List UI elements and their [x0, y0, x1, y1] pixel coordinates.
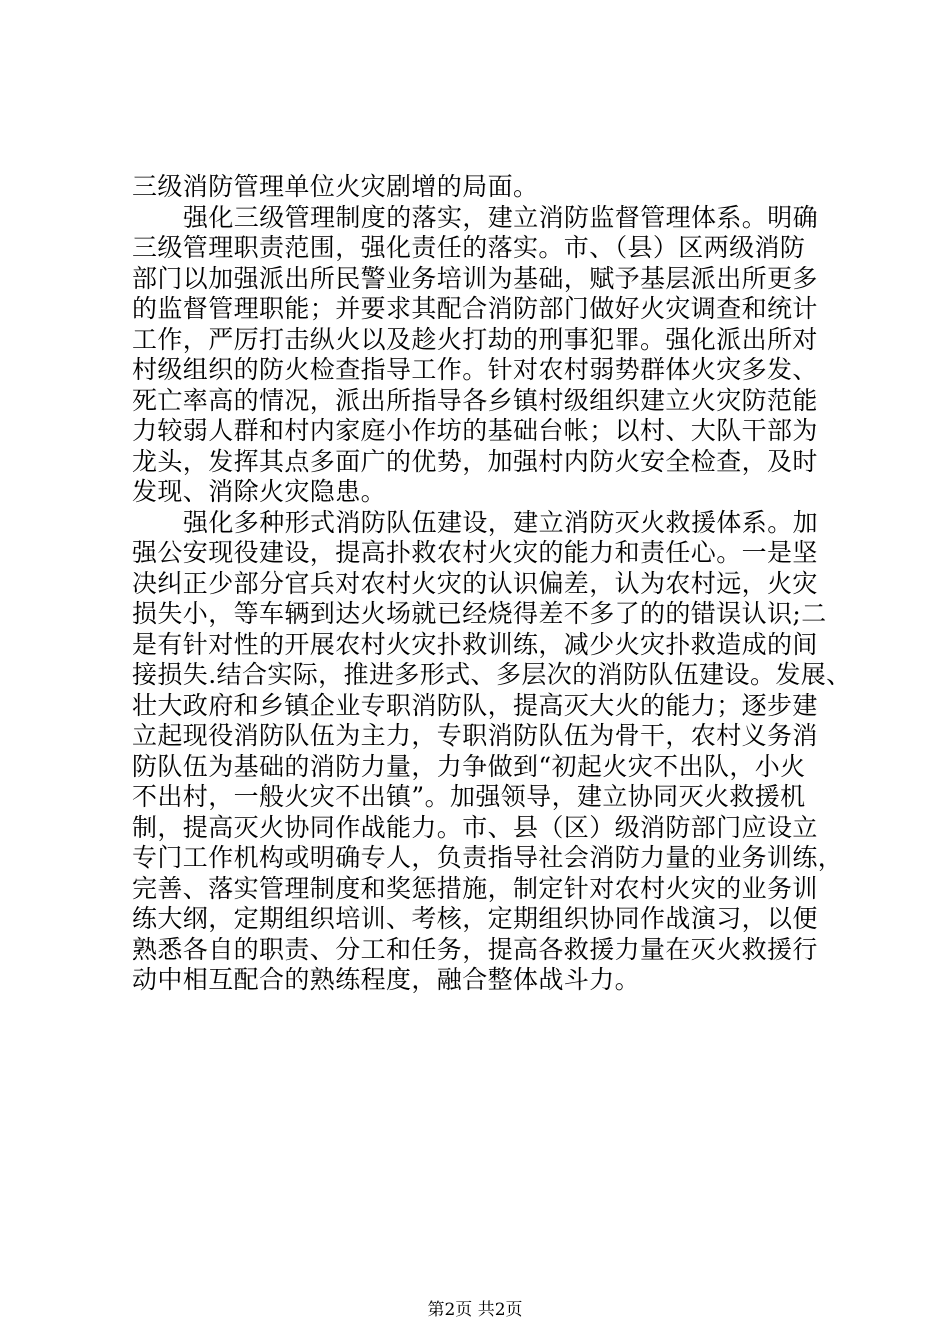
text-line: 完善、落实管理制度和奖惩措施，制定针对农村火灾的业务训 [132, 873, 818, 903]
paragraph [132, 507, 852, 996]
paragraph [132, 172, 832, 203]
text-line: 决纠正少部分官兵对农村火灾的认识偏差，认为农村远，火灾 [132, 568, 818, 598]
page-footer: 第2页 共2页 [427, 1300, 523, 1320]
text-line: 不出村，一般火灾不出镇”。加强领导，建立协同灭火救援机 [132, 782, 806, 811]
text-line: 发现、消除火灾隐患。 [132, 477, 387, 506]
text-line: 强化三级管理制度的落实，建立消防监督管理体系。明确 [183, 202, 819, 232]
text-line: 的监督管理职能；并要求其配合消防部门做好火灾调查和统计 [132, 294, 818, 323]
text-line: 防队伍为基础的消防力量，力争做到“初起火灾不出队，小火 [132, 751, 806, 781]
text-line: 接损失.结合实际，推进多形式、多层次的消防队伍建设。发展、 [132, 660, 852, 689]
text-line: 是有针对性的开展农村火灾扑救训练，减少火灾扑救造成的间 [132, 629, 818, 659]
text-line: 强公安现役建设，提高扑救农村火灾的能力和责任心。一是坚 [132, 538, 818, 567]
paragraph [132, 203, 832, 508]
text-line: 强化多种形式消防队伍建设，建立消防灭火救援体系。加 [183, 507, 819, 537]
text-line: 动中相互配合的熟练程度，融合整体战斗力。 [132, 965, 641, 994]
text-line: 熟悉各自的职责、分工和任务，提高各救援力量在灭火救援行 [132, 934, 818, 964]
text-line: 损失小，等车辆到达火场就已经烧得差不多了的的错误认识;二 [132, 599, 827, 628]
text-line: 制，提高灭火协同作战能力。市、县（区）级消防部门应设立 [132, 812, 818, 842]
text-line: 专门工作机构或明确专人，负责指导社会消防力量的业务训练， [132, 843, 844, 872]
text-line: 工作，严厉打击纵火以及趁火打劫的刑事犯罪。强化派出所对 [132, 324, 818, 354]
text-line: 练大纲，定期组织培训、考核，定期组织协同作战演习，以便 [132, 904, 818, 933]
text-line: 死亡率高的情况，派出所指导各乡镇村级组织建立火灾防范能 [132, 385, 818, 415]
text-line: 立起现役消防队伍为主力，专职消防队伍为骨干，农村义务消 [132, 721, 818, 750]
text-line: 三级消防管理单位火灾剧增的局面。 [132, 172, 539, 201]
document-body [132, 172, 852, 996]
text-line: 部门以加强派出所民警业务培训为基础，赋予基层派出所更多 [132, 263, 818, 293]
text-line: 三级管理职责范围，强化责任的落实。市、（县）区两级消防 [132, 233, 806, 262]
text-line: 力较弱人群和村内家庭小作坊的基础台帐；以村、大队干部为 [132, 416, 818, 445]
text-line: 龙头，发挥其点多面广的优势，加强村内防火安全检查，及时 [132, 446, 818, 476]
text-line: 壮大政府和乡镇企业专职消防队，提高灭大火的能力；逐步建 [132, 690, 818, 720]
text-line: 村级组织的防火检查指导工作。针对农村弱势群体火灾多发、 [132, 355, 818, 384]
